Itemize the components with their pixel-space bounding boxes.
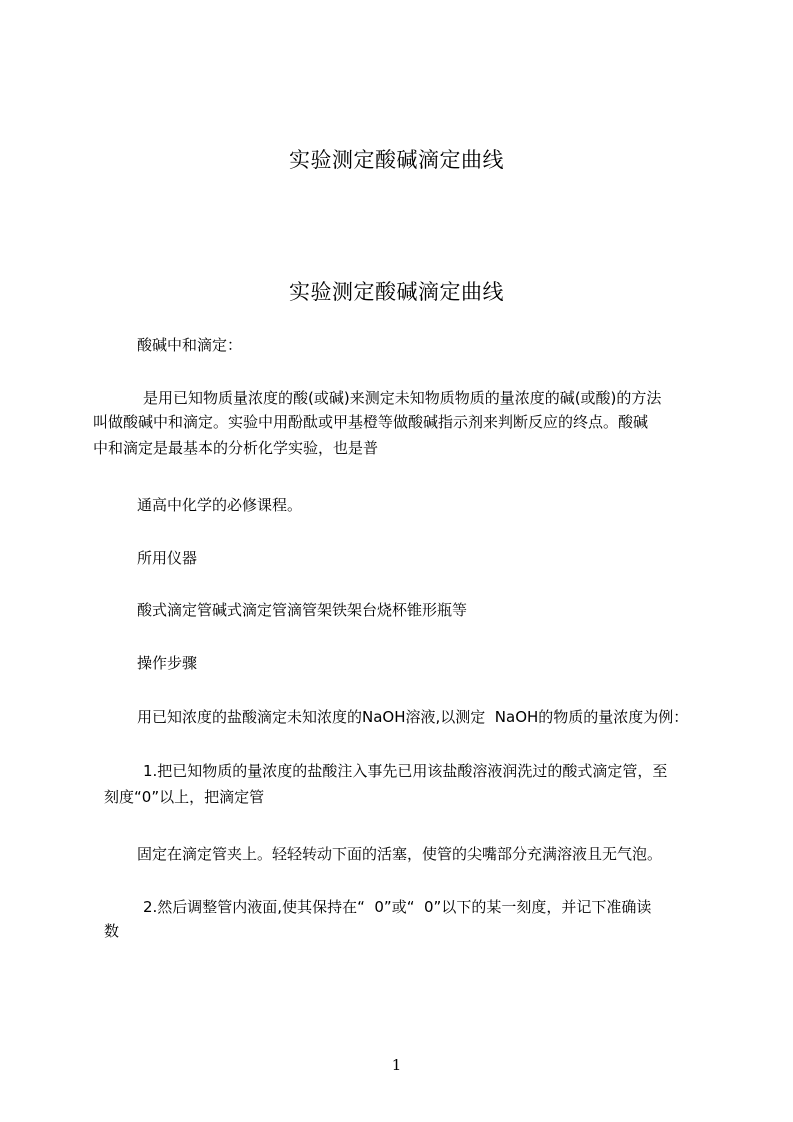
step-1-line-1: 1.把已知物质的量浓度的盐酸注入事先已用该盐酸溶液润洗过的酸式滴定管，至 [143,762,668,780]
page-number: 1 [391,1056,402,1074]
paragraph-fix-burette: 固定在滴定管夹上。轻轻转动下面的活塞，使管的尖嘴部分充满溶液且无气泡。 [137,845,663,863]
section-heading-steps: 操作步骤 [137,654,198,672]
paragraph-definition-line-3: 中和滴定是最基本的分析化学实验，也是普 [93,439,379,457]
step-2-line-2: 数 [104,922,120,940]
paragraph-instruments: 酸式滴定管碱式滴定管滴管架铁架台烧杯锥形瓶等 [137,601,468,619]
paragraph-course: 通高中化学的必修课程。 [137,496,303,514]
step-2-line-1: 2.然后调整管内液面,使其保持在“ 0”或“ 0”以下的某一刻度，并记下准确读 [143,898,652,916]
paragraph-definition-line-2: 叫做酸碱中和滴定。实验中用酚酞或甲基橙等做酸碱指示剂来判断反应的终点。酸碱 [93,413,649,431]
paragraph-steps-intro: 用已知浓度的盐酸滴定未知浓度的NaOH溶液,以测定 NaOH的物质的量浓度为例： [137,708,689,726]
paragraph-definition-line-1: 是用已知物质量浓度的酸(或碱)来测定未知物质物质的量浓度的碱(或酸)的方法 [143,389,662,407]
paragraph-intro-heading: 酸碱中和滴定： [137,336,243,354]
step-1-line-2: 刻度“0”以上，把滴定管 [104,788,265,806]
section-heading-instruments: 所用仪器 [137,549,198,567]
main-title: 实验测定酸碱滴定曲线 [289,280,504,304]
header-title: 实验测定酸碱滴定曲线 [289,148,504,172]
